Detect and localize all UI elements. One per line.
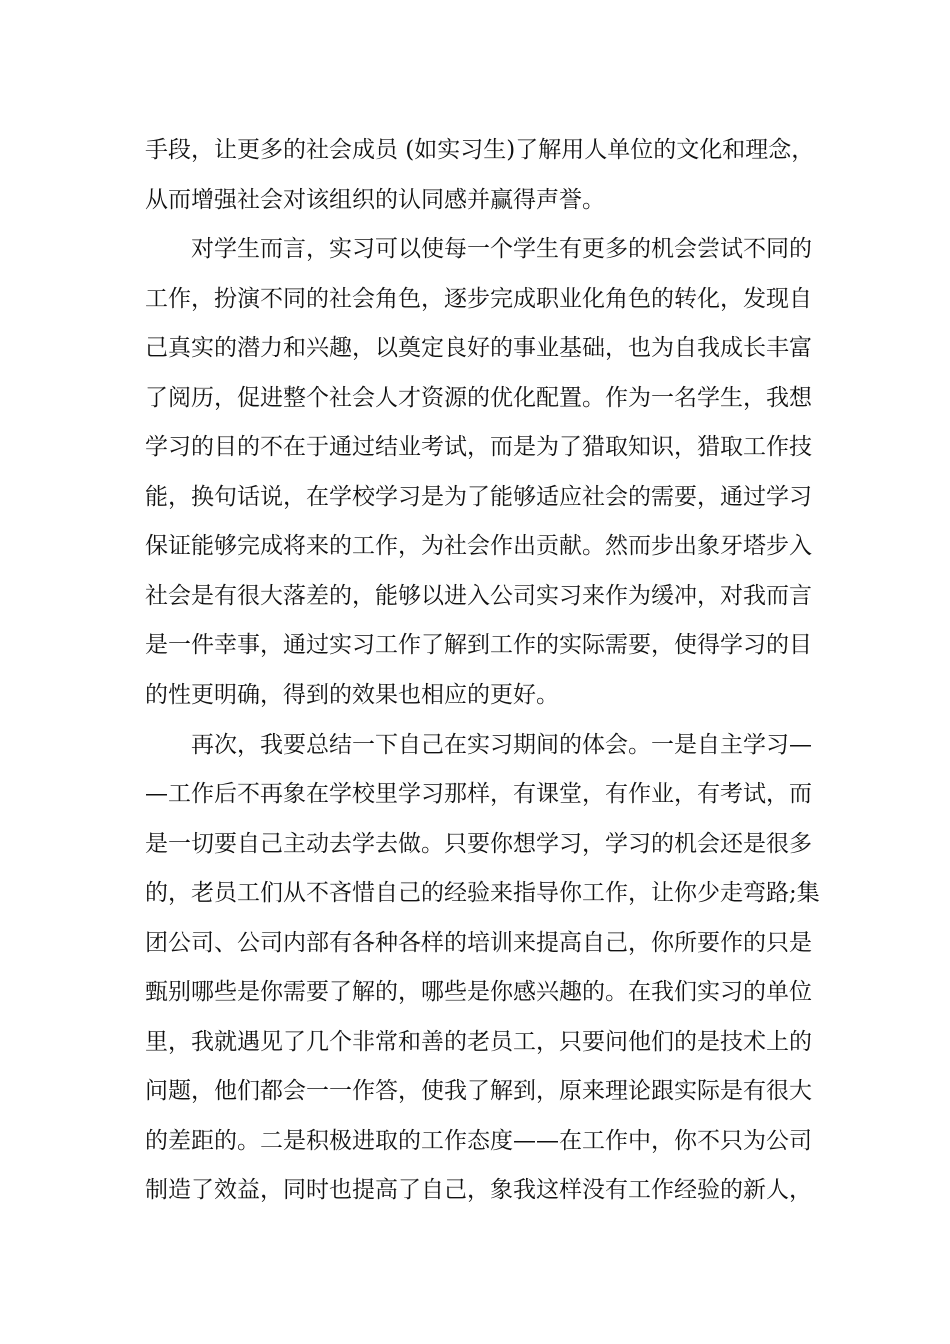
text-line: 是一切要自己主动去学去做。只要你想学习，学习的机会还是很多 bbox=[145, 830, 812, 857]
text-line: 制造了效益，同时也提高了自己，象我这样没有工作经验的新人， bbox=[145, 1177, 812, 1204]
text-line: 手段，让更多的社会成员 (如实习生)了解用人单位的文化和理念， bbox=[145, 137, 815, 163]
text-line: 甄别哪些是你需要了解的，哪些是你感兴趣的。在我们实习的单位 bbox=[145, 979, 812, 1006]
text-line: 对学生而言，实习可以使每一个学生有更多的机会尝试不同的 bbox=[191, 236, 812, 263]
text-line: 的性更明确，得到的效果也相应的更好。 bbox=[145, 682, 559, 709]
text-line: 团公司、公司内部有各种各样的培训来提高自己，你所要作的只是 bbox=[145, 929, 812, 956]
text-line: 工作，扮演不同的社会角色，逐步完成职业化角色的转化，发现自 bbox=[145, 285, 812, 312]
text-line: 的，老员工们从不吝惜自己的经验来指导你工作，让你少走弯路;集 bbox=[145, 880, 820, 907]
text-line: 社会是有很大落差的，能够以进入公司实习来作为缓冲，对我而言 bbox=[145, 582, 812, 609]
text-line: —工作后不再象在学校里学习那样，有课堂，有作业，有考试，而 bbox=[145, 781, 812, 808]
text-line: 里，我就遇见了几个非常和善的老员工，只要问他们的是技术上的 bbox=[145, 1028, 812, 1055]
text-line: 了阅历，促进整个社会人才资源的优化配置。作为一名学生，我想 bbox=[145, 384, 812, 411]
text-line: 保证能够完成将来的工作，为社会作出贡献。然而步出象牙塔步入 bbox=[145, 533, 812, 560]
text-line: 能，换句话说，在学校学习是为了能够适应社会的需要，通过学习 bbox=[145, 483, 812, 510]
text-line: 问题，他们都会一一作答，使我了解到，原来理论跟实际是有很大 bbox=[145, 1078, 812, 1105]
text-line: 学习的目的不在于通过结业考试，而是为了猎取知识，猎取工作技 bbox=[145, 434, 812, 461]
body-text bbox=[145, 126, 820, 1216]
text-line: 再次，我要总结一下自己在实习期间的体会。一是自主学习— bbox=[191, 731, 812, 758]
text-line: 是一件幸事，通过实习工作了解到工作的实际需要，使得学习的目 bbox=[145, 632, 812, 659]
text-line: 己真实的潜力和兴趣，以奠定良好的事业基础，也为自我成长丰富 bbox=[145, 335, 812, 362]
text-line: 的差距的。二是积极进取的工作态度——在工作中，你不只为公司 bbox=[145, 1127, 812, 1154]
text-line: 从而增强社会对该组织的认同感并赢得声誉。 bbox=[145, 186, 605, 213]
